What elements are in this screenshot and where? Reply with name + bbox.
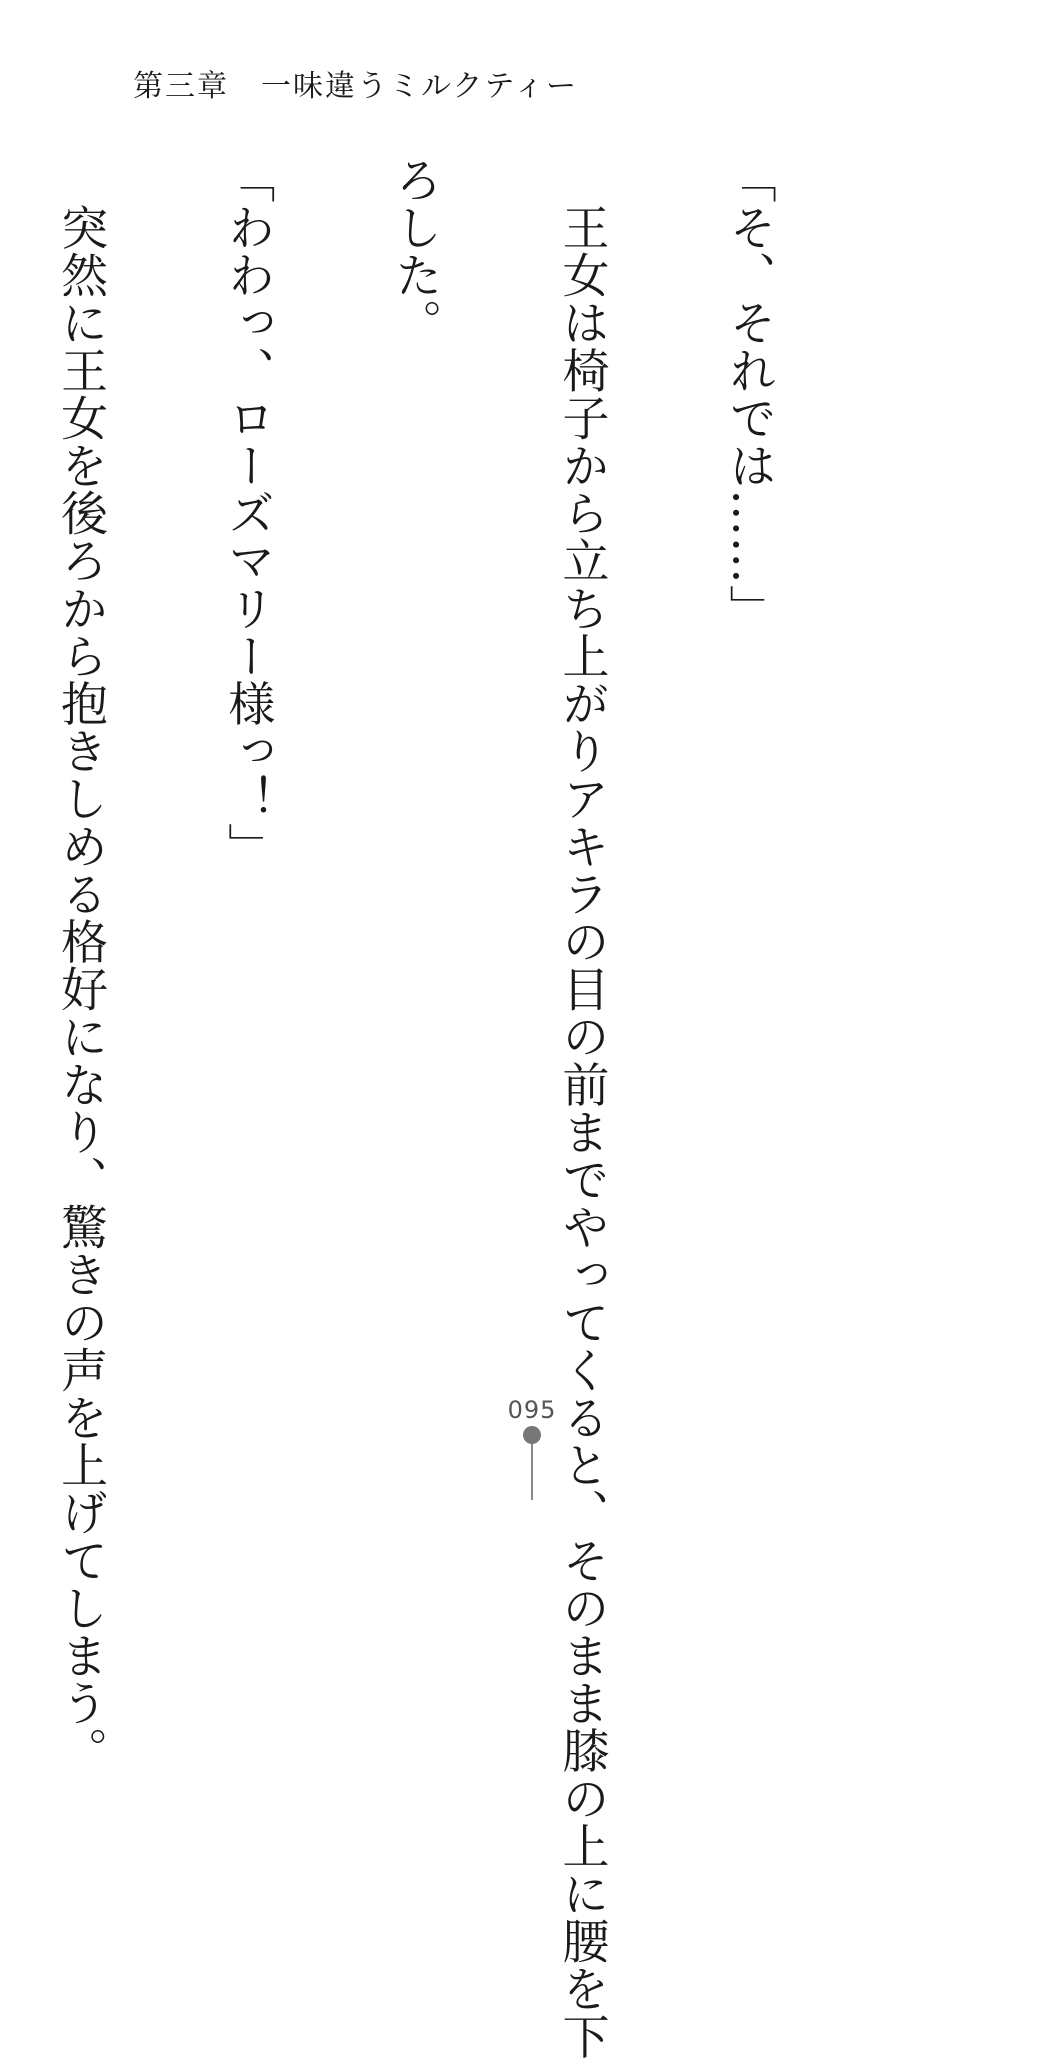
text-line: 「わわっ、ローズマリー様っ！」 (220, 156, 276, 870)
text-line: 突然に王女を後ろから抱きしめる格好になり、驚きの声を上げてしまう。 (53, 156, 109, 1775)
page-number-line (531, 1440, 533, 1500)
text-line: 「そ、それでは……」 (721, 156, 777, 632)
running-head: 第三章 一味違うミルクティー (133, 69, 578, 104)
text-line: ろした。 (387, 156, 443, 347)
page-number: 095 (507, 1396, 557, 1424)
page-number-dot (523, 1426, 541, 1444)
text-line: 王女は椅子から立ち上がりアキラの目の前までやってくると、そのまま膝の上に腰を下 (554, 156, 610, 2060)
